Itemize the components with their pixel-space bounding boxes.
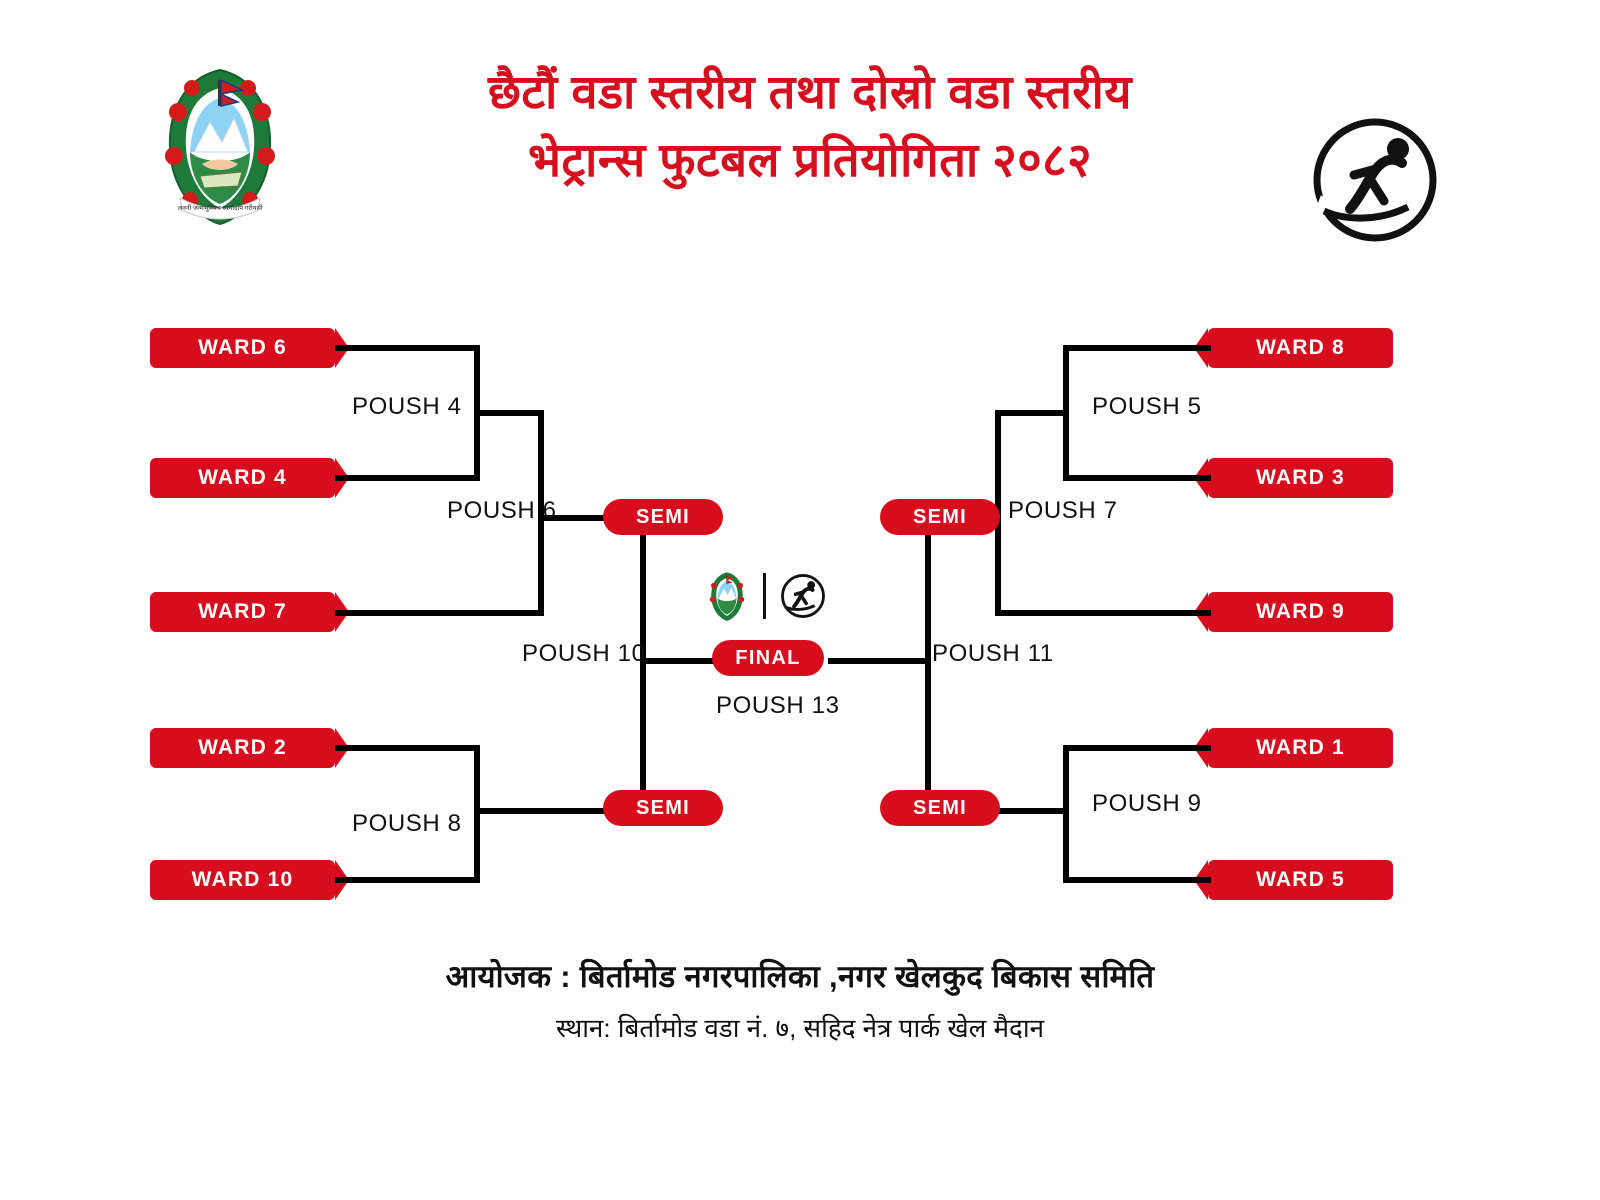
bracket-semi-bottom-left[interactable] xyxy=(603,790,723,826)
bracket-connector xyxy=(474,410,544,416)
team-label: WARD 7 xyxy=(198,600,287,623)
bracket-semi-top-right[interactable] xyxy=(880,499,1000,535)
bracket-connector xyxy=(995,610,1211,616)
bracket-final[interactable] xyxy=(712,640,824,676)
bracket-connector xyxy=(995,410,1069,416)
venue-text: स्थान: बिर्तामोड वडा नं. ७, सहिद नेत्र पार्क खेल मैदान xyxy=(555,1013,1045,1043)
bracket-team-ward-5[interactable] xyxy=(1208,860,1393,900)
bracket-team-ward-6[interactable] xyxy=(150,328,335,368)
bracket-connector xyxy=(1063,877,1211,883)
organizer-text: आयोजक : बिर्तामोड नगरपालिका ,नगर खेलकुद बिकास समिति xyxy=(445,959,1155,994)
bracket-connector xyxy=(335,475,480,481)
bracket-match-poush-6: POUSH 6 xyxy=(447,497,557,524)
bracket-connector xyxy=(474,745,480,883)
semi-label: SEMI xyxy=(635,505,691,528)
bracket-match-poush-5: POUSH 5 xyxy=(1092,393,1202,420)
team-label: WARD 2 xyxy=(198,736,287,759)
poster-footer xyxy=(0,955,1600,1045)
final-label: FINAL xyxy=(735,646,801,669)
bracket-team-ward-7[interactable] xyxy=(150,592,335,632)
nepal-government-emblem-icon xyxy=(150,60,290,230)
bracket-team-ward-1[interactable] xyxy=(1208,728,1393,768)
bracket-connector xyxy=(1063,345,1211,351)
bracket-match-poush-9: POUSH 9 xyxy=(1092,790,1202,817)
bracket-team-ward-2[interactable] xyxy=(150,728,335,768)
bracket-match-poush-8: POUSH 8 xyxy=(352,810,462,837)
svg-text:जननी जन्मभूमिश्च स्वर्गादपि गर: जननी जन्मभूमिश्च स्वर्गादपि गरीयसी xyxy=(177,205,263,212)
bracket-connector xyxy=(335,745,480,751)
nepal-government-emblem-icon xyxy=(705,569,749,623)
bracket-connector xyxy=(474,808,609,814)
bracket-semi-bottom-right[interactable] xyxy=(880,790,1000,826)
team-label: WARD 5 xyxy=(1256,868,1345,891)
team-label: WARD 3 xyxy=(1256,466,1345,489)
bracket-team-ward-8[interactable] xyxy=(1208,328,1393,368)
poster-header xyxy=(0,40,1600,270)
bracket-connector xyxy=(335,610,540,616)
logo-divider xyxy=(763,573,766,619)
bracket-connector xyxy=(1063,745,1069,883)
bracket-team-ward-10[interactable] xyxy=(150,860,335,900)
team-label: WARD 8 xyxy=(1256,336,1345,359)
bracket-match-poush-7: POUSH 7 xyxy=(1008,497,1118,524)
bracket-connector xyxy=(335,877,480,883)
team-label: WARD 1 xyxy=(1256,736,1345,759)
semi-label: SEMI xyxy=(635,796,691,819)
bracket-semi-top-left[interactable] xyxy=(603,499,723,535)
bracket-connector xyxy=(335,345,480,351)
athlete-sport-logo-icon xyxy=(780,573,826,619)
bracket-connector xyxy=(1063,475,1211,481)
bracket-match-poush-4: POUSH 4 xyxy=(352,393,462,420)
bracket-final-date: POUSH 13 xyxy=(716,692,840,719)
semi-label: SEMI xyxy=(912,796,968,819)
bracket-team-ward-3[interactable] xyxy=(1208,458,1393,498)
poster-title xyxy=(330,58,1290,194)
bracket-match-poush-10: POUSH 10 xyxy=(522,640,646,667)
tournament-bracket xyxy=(0,290,1600,930)
athlete-sport-logo-icon xyxy=(1310,115,1440,245)
bracket-connector xyxy=(828,658,928,664)
bracket-match-poush-11: POUSH 11 xyxy=(932,640,1054,667)
bracket-connector xyxy=(1063,745,1211,751)
bracket-team-ward-4[interactable] xyxy=(150,458,335,498)
title-line-1: छैटौं वडा स्तरीय तथा दोस्रो वडा स्तरीय xyxy=(487,65,1133,118)
final-centre-logos xyxy=(690,565,840,627)
team-label: WARD 4 xyxy=(198,466,287,489)
title-line-2: भेट्रान्स फुटबल प्रतियोगिता २०८२ xyxy=(527,133,1093,187)
team-label: WARD 6 xyxy=(198,336,287,359)
bracket-team-ward-9[interactable] xyxy=(1208,592,1393,632)
team-label: WARD 10 xyxy=(191,868,294,891)
semi-label: SEMI xyxy=(912,505,968,528)
team-label: WARD 9 xyxy=(1256,600,1345,623)
